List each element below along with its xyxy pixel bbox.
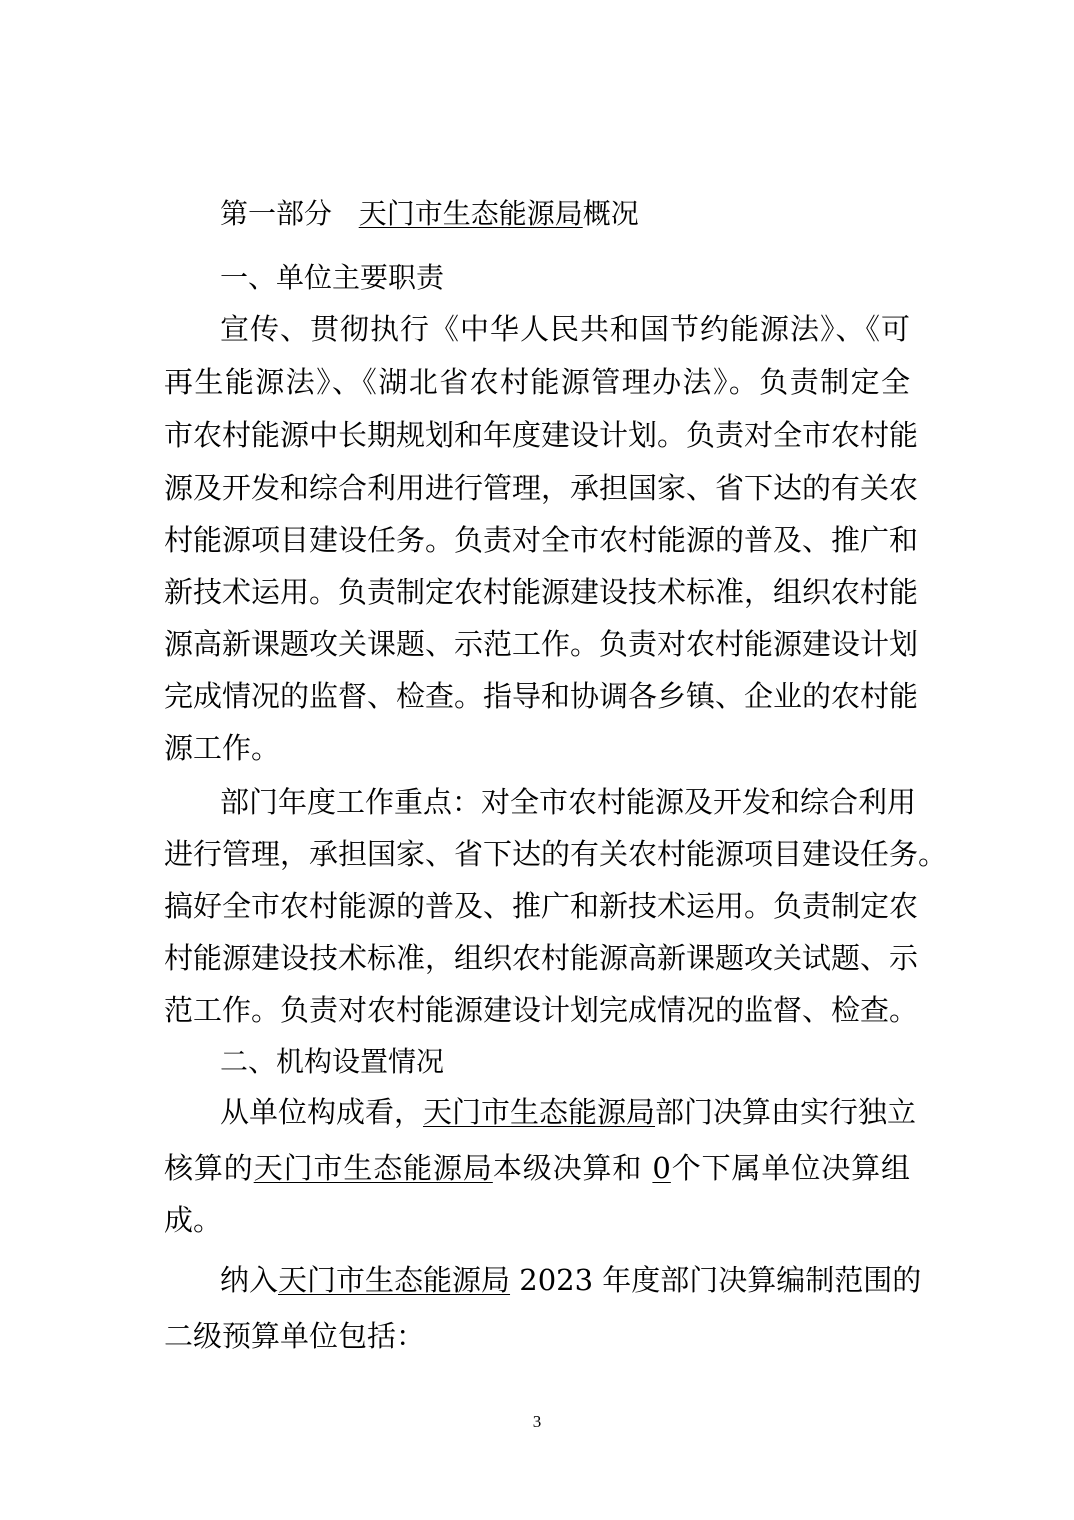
paragraph-line: 源高新课题攻关课题、示范工作。负责对农村能源建设计划: [164, 627, 919, 661]
paragraph-line: [220, 1262, 922, 1298]
unit-name: 天门市生态能源局: [278, 1263, 511, 1297]
paragraph-line: 宣传、贯彻执行《中华人民共和国节约能源法》、《可: [220, 312, 910, 346]
unit-name: 天门市生态能源局: [253, 1151, 493, 1185]
part-title-unit: 天门市生态能源局: [358, 197, 583, 230]
paragraph-line: 源及开发和综合利用进行管理，承担国家、省下达的有关农: [164, 471, 919, 505]
text-run: 本级决算和: [492, 1151, 643, 1185]
part-title-prefix: 第一部分: [220, 197, 333, 230]
paragraph-line: 村能源项目建设任务。负责对全市农村能源的普及、推广和: [164, 523, 919, 557]
part-title: [220, 196, 639, 232]
text-run: 核算的: [164, 1151, 254, 1185]
paragraph-line: 再生能源法》、《湖北省农村能源管理办法》。负责制定全: [164, 365, 910, 399]
page-number: 3: [532, 1412, 542, 1431]
paragraph-line: [220, 1094, 917, 1130]
section-heading-duties: 一、单位主要职责: [220, 261, 445, 294]
paragraph-line: 市农村能源中长期规划和年度建设计划。负责对全市农村能: [164, 418, 919, 452]
text-run: 从单位构成看，: [220, 1095, 424, 1129]
section-heading-organization: 二、机构设置情况: [220, 1045, 445, 1078]
paragraph-line: 完成情况的监督、检查。指导和协调各乡镇、企业的农村能: [164, 679, 919, 713]
text-run: 个下属单位决算组: [670, 1151, 910, 1185]
paragraph-line: 二级预算单位包括：: [164, 1319, 426, 1353]
unit-name: 天门市生态能源局: [423, 1095, 656, 1129]
paragraph-line: 源工作。: [164, 731, 281, 765]
part-title-suffix: 概况: [582, 197, 639, 230]
paragraph-line: 搞好全市农村能源的普及、推广和新技术运用。负责制定农: [164, 889, 919, 923]
paragraph-line: 进行管理，承担国家、省下达的有关农村能源项目建设任务。: [164, 837, 948, 871]
text-run: 纳入: [220, 1263, 279, 1297]
paragraph-line: 村能源建设技术标准，组织农村能源高新课题攻关试题、示: [164, 941, 919, 975]
text-run: 部门决算由实行独立: [655, 1095, 917, 1129]
paragraph-line: 成。: [164, 1203, 223, 1237]
paragraph-line: 部门年度工作重点：对全市农村能源及开发和综合利用: [220, 785, 917, 819]
paragraph-line: 新技术运用。负责制定农村能源建设技术标准，组织农村能: [164, 575, 919, 609]
paragraph-line: 范工作。负责对农村能源建设计划完成情况的监督、检查。: [164, 993, 919, 1027]
year: 2023: [519, 1263, 594, 1297]
paragraph-line: [164, 1150, 910, 1186]
subordinate-count: 0: [652, 1151, 671, 1185]
text-run: 年度部门决算编制范围的: [602, 1263, 922, 1297]
